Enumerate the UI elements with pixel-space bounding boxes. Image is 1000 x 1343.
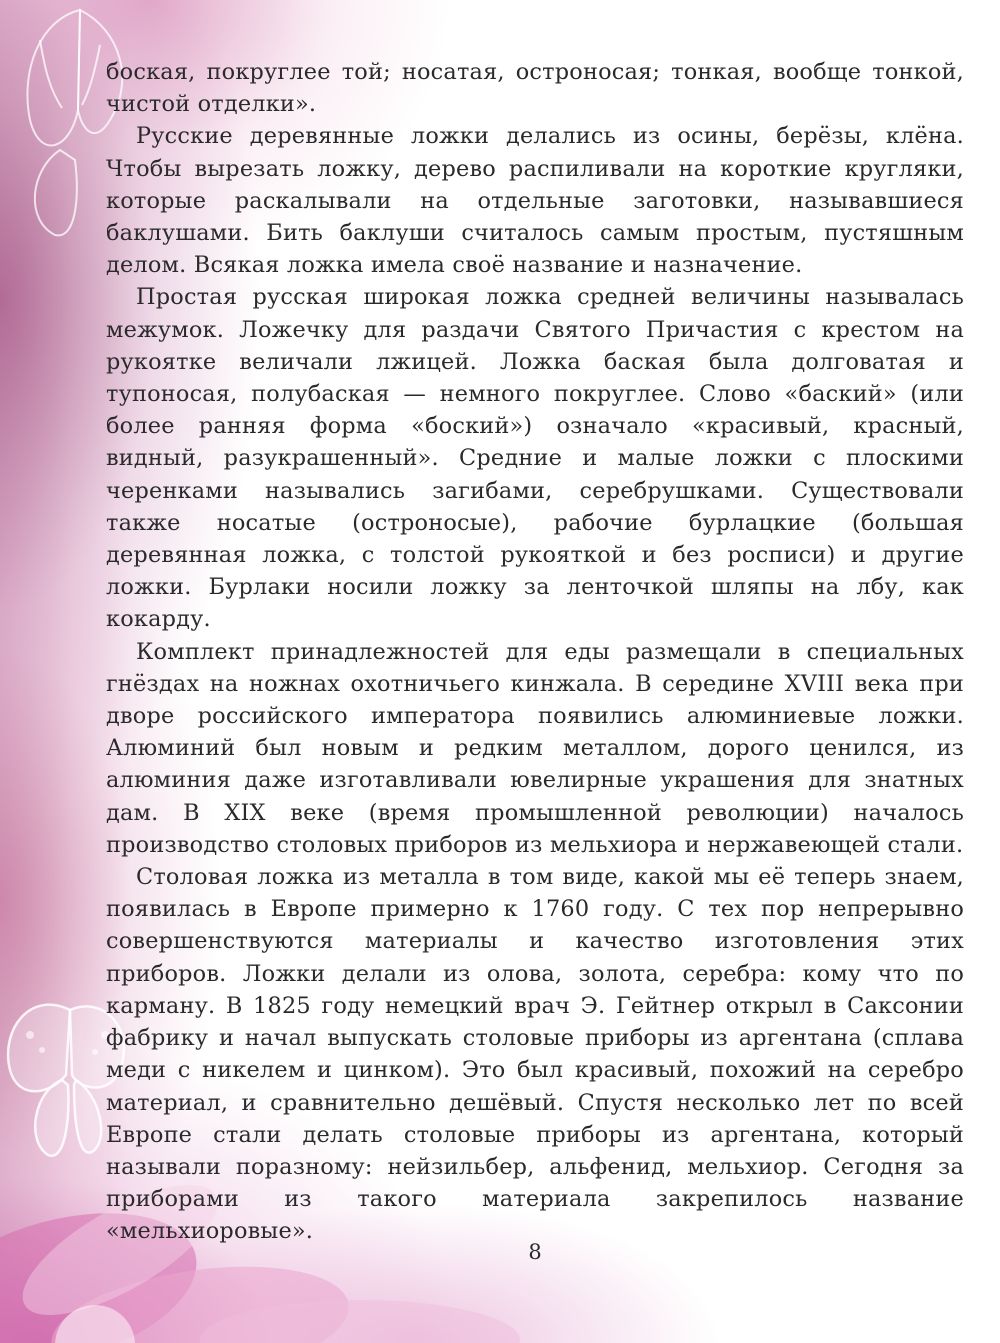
paragraph: боская, покруглее той; носатая, остроносая; тонкая, вообще тонкой, чистой отделки». <box>106 59 964 118</box>
paragraph: Простая русская широкая ложка средней величины называлась межумок. Ложечку для раздачи Святого Причастия с крестом на рукоятке величали лжицей. Ложка баская была долговатая и тупоносая, полубаская — немного покруглее. Слово «баский» (или более ранняя форма «боский») означало «красивый, красный, видный, разукрашенный». Средние и малые ложки с плоскими черенками назывались загибами, серебрушками. Существовали также носатые (остроносые), рабочие бурлацкие (большая деревянная ложка, с толстой рукояткой и без росписи) и другие ложки. Бурлаки носили ложку за ленточкой шляпы на лбу, как кокарду. <box>106 284 964 633</box>
paragraph: Русские деревянные ложки делались из осины, берёзы, клёна. Чтобы вырезать ложку, дерево распиливали на короткие кругляки, которые раскалывали на отдельные заготовки, называвшиеся баклушами. Бить баклуши считалось самым простым, пустяшным делом. Всякая ложка имела своё название и назначение. <box>106 123 964 279</box>
page-number: 8 <box>528 1240 542 1264</box>
paragraph: Столовая ложка из металла в том виде, какой мы её теперь знаем, появилась в Европе примерно к 1760 году. С тех пор непрерывно совершенствуются материалы и качество изготовления этих приборов. Ложки делали из олова, золота, серебра: кому что по карману. В 1825 году немецкий врач Э. Гейтнер открыл в Саксонии фабрику и начал выпускать столовые приборы из аргентана (сплава меди с никелем и цинком). Это был красивый, похожий на серебро материал, и сравнительно дешёвый. Спустя несколько лет по всей Европе стали делать столовые приборы из аргентана, который называли поразному: нейзильбер, альфенид, мельхиор. Сегодня за приборами из такого материала закрепилось название «мельхиоровые». <box>106 864 964 1245</box>
paragraph: Комплект принадлежностей для еды размещали в специальных гнёздах на ножнах охотничьего кинжала. В середине XVIII века при дворе российского императора появились алюминиевые ложки. Алюминий был новым и редким металлом, дорого ценился, из алюминия даже изготавливали ювелирные украшения для знатных дам. В XIX веке (время промышленной революции) началось производство столовых приборов из мельхиора и нержавеющей стали. <box>106 638 964 858</box>
article-text <box>106 56 964 1248</box>
